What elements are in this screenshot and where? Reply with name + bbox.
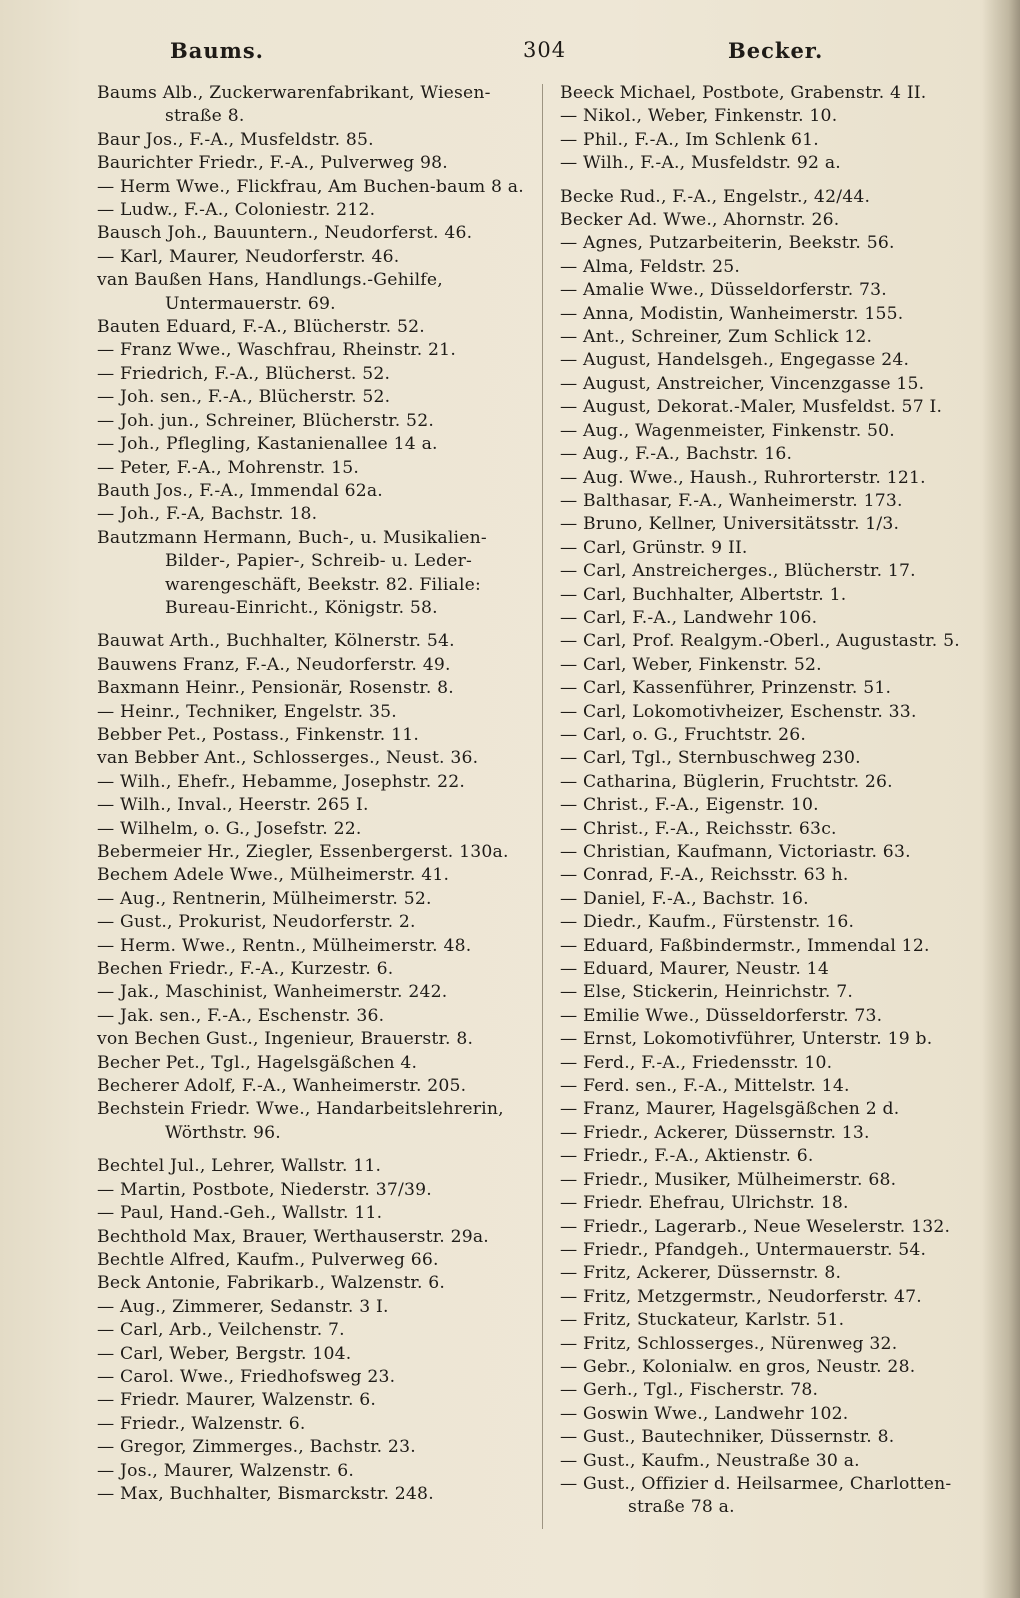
directory-entry: — Eduard, Maurer, Neustr. 14	[560, 959, 829, 980]
directory-entry: — Bruno, Kellner, Universitätsstr. 1/3.	[560, 514, 900, 535]
directory-entry: — Jak., Maschinist, Wanheimerstr. 242.	[97, 982, 448, 1003]
directory-entry: van Baußen Hans, Handlungs.-Gehilfe, Untermauerstr. 69.	[97, 270, 443, 314]
directory-entry: — Aug., Rentnerin, Mülheimerstr. 52.	[97, 888, 432, 909]
directory-entry: — Carl, Weber, Bergstr. 104.	[97, 1343, 352, 1364]
directory-entry: — Alma, Feldstr. 25.	[560, 256, 741, 277]
directory-entry: — Heinr., Techniker, Engelstr. 35.	[97, 701, 397, 722]
directory-entry: — Friedr., F.-A., Aktienstr. 6.	[560, 1146, 814, 1167]
directory-entry: — Friedr., Pfandgeh., Untermauerstr. 54.	[560, 1239, 927, 1260]
directory-entry: — Herm Wwe., Flickfrau, Am Buchen-baum 8 a.	[97, 176, 524, 197]
directory-entry: Becherer Adolf, F.-A., Wanheimerstr. 205.	[97, 1076, 467, 1097]
directory-entry: Bebber Pet., Postass., Finkenstr. 11.	[97, 724, 420, 745]
directory-entry: — Paul, Hand.-Geh., Wallstr. 11.	[97, 1203, 383, 1224]
directory-entry: Bechtle Alfred, Kaufm., Pulverweg 66.	[97, 1249, 439, 1270]
page-header	[98, 38, 824, 68]
directory-entry: Baums Alb., Zuckerwarenfabrikant, Wiesen-straße 8.	[97, 83, 491, 127]
directory-entry: — Jak. sen., F.-A., Eschenstr. 36.	[97, 1005, 385, 1026]
directory-entry: — Emilie Wwe., Düsseldorferstr. 73.	[560, 1005, 883, 1026]
header-left-keyword: Baums.	[170, 38, 264, 63]
directory-entry: — Wilh., Inval., Heerstr. 265 I.	[97, 795, 369, 816]
directory-entry: — Gregor, Zimmerges., Bachstr. 23.	[97, 1437, 416, 1458]
directory-entry: Bechstein Friedr. Wwe., Handarbeitslehrerin, Wörthstr. 96.	[97, 1099, 504, 1143]
directory-entry: — Fritz, Ackerer, Düssernstr. 8.	[560, 1263, 842, 1284]
directory-entry: Bechthold Max, Brauer, Werthauserstr. 29a.	[97, 1226, 489, 1247]
directory-entry: — Ferd., F.-A., Friedensstr. 10.	[560, 1052, 833, 1073]
directory-entry: Bauth Jos., F.-A., Immendal 62a.	[97, 480, 383, 501]
directory-entry: — Ant., Schreiner, Zum Schlick 12.	[560, 327, 873, 348]
column-divider	[542, 84, 543, 1529]
directory-entry: van Bebber Ant., Schlosserges., Neust. 36.	[97, 748, 479, 769]
directory-entry: Beeck Michael, Postbote, Grabenstr. 4 II.	[560, 83, 927, 103]
directory-entry: — Christ., F.-A., Reichsstr. 63c.	[560, 818, 837, 839]
directory-entry: — Carl, Lokomotivheizer, Eschenstr. 33.	[560, 701, 917, 722]
directory-entry: — August, Dekorat.-Maler, Musfeldst. 57 I.	[560, 397, 943, 418]
directory-entry: — Gust., Bautechniker, Düssernstr. 8.	[560, 1427, 895, 1448]
directory-entry: Bauwens Franz, F.-A., Neudorferstr. 49.	[97, 654, 451, 675]
directory-entry: — Carl, Tgl., Sternbuschweg 230.	[560, 748, 861, 769]
directory-entry: — Catharina, Büglerin, Fruchtstr. 26.	[560, 771, 893, 792]
directory-entry: Becke Rud., F.-A., Engelstr., 42/44.	[560, 186, 871, 207]
directory-entry: — Gust., Offizier d. Heilsarmee, Charlotten-straße 78 a.	[560, 1473, 952, 1518]
directory-entry: — Else, Stickerin, Heinrichstr. 7.	[560, 982, 854, 1003]
directory-entry: — Wilhelm, o. G., Josefstr. 22.	[97, 818, 362, 839]
directory-entry: — Carl, Buchhalter, Albertstr. 1.	[560, 584, 847, 605]
directory-entry: — Conrad, F.-A., Reichsstr. 63 h.	[560, 865, 849, 886]
directory-entry: Bausch Joh., Bauuntern., Neudorferst. 46.	[97, 223, 473, 244]
directory-entry: — Eduard, Faßbindermstr., Immendal 12.	[560, 935, 930, 956]
directory-entry: — Friedr., Walzenstr. 6.	[97, 1413, 306, 1434]
directory-entry: — Martin, Postbote, Niederstr. 37/39.	[97, 1179, 432, 1200]
book-spine-shadow	[982, 0, 1020, 1598]
directory-entry: Becher Pet., Tgl., Hagelsgäßchen 4.	[97, 1052, 418, 1073]
directory-entry: — Joh. sen., F.-A., Blücherstr. 52.	[97, 387, 391, 408]
entry-gap	[97, 1145, 527, 1155]
directory-entry: — Fritz, Schlosserges., Nürenweg 32.	[560, 1333, 898, 1354]
directory-entry: — Max, Buchhalter, Bismarckstr. 248.	[97, 1483, 434, 1504]
directory-entry: — Wilh., F.-A., Musfeldstr. 92 a.	[560, 153, 841, 174]
directory-entry: — Balthasar, F.-A., Wanheimerstr. 173.	[560, 490, 903, 511]
right-column	[560, 82, 985, 1520]
directory-entry: — Ludw., F.-A., Coloniestr. 212.	[97, 200, 376, 221]
directory-entry: — Friedr., Ackerer, Düssernstr. 13.	[560, 1122, 870, 1143]
directory-entry: — Jos., Maurer, Walzenstr. 6.	[97, 1460, 355, 1481]
directory-entry: — Joh., F.-A, Bachstr. 18.	[97, 504, 318, 525]
directory-entry: von Bechen Gust., Ingenieur, Brauerstr. 8.	[97, 1029, 474, 1050]
directory-entry: — Friedrich, F.-A., Blücherst. 52.	[97, 363, 391, 384]
directory-entry: Baur Jos., F.-A., Musfeldstr. 85.	[97, 129, 374, 150]
directory-entry: Beck Antonie, Fabrikarb., Walzenstr. 6.	[97, 1273, 446, 1294]
directory-entry: — Friedr., Lagerarb., Neue Weselerstr. 132.	[560, 1216, 951, 1237]
page-number: 304	[523, 38, 567, 62]
directory-entry: — Aug., Zimmerer, Sedanstr. 3 I.	[97, 1296, 389, 1317]
directory-entry: Bechtel Jul., Lehrer, Wallstr. 11.	[97, 1156, 382, 1177]
directory-entry: — Gust., Kaufm., Neustraße 30 a.	[560, 1450, 860, 1471]
directory-entry: — Joh., Pflegling, Kastanienallee 14 a.	[97, 434, 438, 455]
directory-entry: — Nikol., Weber, Finkenstr. 10.	[560, 106, 838, 127]
directory-entry: — Ferd. sen., F.-A., Mittelstr. 14.	[560, 1076, 850, 1097]
directory-entry: — Friedr. Ehefrau, Ulrichstr. 18.	[560, 1193, 849, 1214]
left-column	[97, 82, 527, 1506]
directory-entry: — Carl, Kassenführer, Prinzenstr. 51.	[560, 678, 892, 699]
directory-entry: — Carl, Prof. Realgym.-Oberl., Augustastr. 5.	[560, 631, 960, 652]
directory-entry: — Joh. jun., Schreiner, Blücherstr. 52.	[97, 410, 434, 431]
directory-entry: — Carl, F.-A., Landwehr 106.	[560, 607, 818, 628]
directory-entry: Bechem Adele Wwe., Mülheimerstr. 41.	[97, 865, 450, 886]
entry-gap	[97, 620, 527, 630]
directory-entry: — Fritz, Stuckateur, Karlstr. 51.	[560, 1310, 845, 1331]
entry-gap	[560, 176, 985, 186]
directory-entry: — Christ., F.-A., Eigenstr. 10.	[560, 795, 819, 816]
directory-entry: — Franz Wwe., Waschfrau, Rheinstr. 21.	[97, 340, 456, 361]
directory-entry: — Ernst, Lokomotivführer, Unterstr. 19 b.	[560, 1029, 933, 1050]
directory-entry: — Peter, F.-A., Mohrenstr. 15.	[97, 457, 360, 478]
directory-entry: — Agnes, Putzarbeiterin, Beekstr. 56.	[560, 233, 895, 254]
directory-entry: — August, Handelsgeh., Engegasse 24.	[560, 350, 910, 371]
directory-entry: Bechen Friedr., F.-A., Kurzestr. 6.	[97, 959, 394, 980]
directory-entry: Becker Ad. Wwe., Ahornstr. 26.	[560, 210, 840, 231]
directory-entry: — Carl, Weber, Finkenstr. 52.	[560, 654, 822, 675]
directory-entry: — Friedr. Maurer, Walzenstr. 6.	[97, 1390, 377, 1411]
directory-entry: Baurichter Friedr., F.-A., Pulverweg 98.	[97, 153, 448, 174]
directory-entry: — Carl, o. G., Fruchtstr. 26.	[560, 724, 807, 745]
directory-entry: — Daniel, F.-A., Bachstr. 16.	[560, 888, 809, 909]
directory-entry: — Goswin Wwe., Landwehr 102.	[560, 1403, 849, 1424]
directory-entry: Bauten Eduard, F.-A., Blücherstr. 52.	[97, 317, 425, 338]
directory-entry: — Carl, Grünstr. 9 II.	[560, 537, 748, 558]
directory-entry: — Anna, Modistin, Wanheimerstr. 155.	[560, 303, 904, 324]
directory-entry: Baxmann Heinr., Pensionär, Rosenstr. 8.	[97, 678, 454, 699]
directory-entry: — Gust., Prokurist, Neudorferstr. 2.	[97, 912, 416, 933]
directory-entry: Bauwat Arth., Buchhalter, Kölnerstr. 54.	[97, 631, 455, 652]
directory-entry: Bebermeier Hr., Ziegler, Essenbergerst. 130a.	[97, 842, 509, 862]
directory-entry: — Carol. Wwe., Friedhofsweg 23.	[97, 1366, 396, 1387]
directory-entry: — August, Anstreicher, Vincenzgasse 15.	[560, 373, 925, 394]
directory-entry: Bautzmann Hermann, Buch-, u. Musikalien-Bilder-, Papier-, Schreib- u. Leder-warengeschäft, Beekstr. 82. Filiale: Bureau-Einricht., Königstr. 58.	[97, 527, 487, 618]
directory-entry: — Herm. Wwe., Rentn., Mülheimerstr. 48.	[97, 935, 472, 956]
directory-entry: — Franz, Maurer, Hagelsgäßchen 2 d.	[560, 1099, 900, 1120]
directory-entry: — Carl, Anstreicherges., Blücherstr. 17.	[560, 561, 916, 582]
directory-entry: — Gerh., Tgl., Fischerstr. 78.	[560, 1380, 819, 1401]
directory-entry: — Aug. Wwe., Haush., Ruhrorterstr. 121.	[560, 467, 926, 488]
directory-entry: — Wilh., Ehefr., Hebamme, Josephstr. 22.	[97, 771, 466, 792]
directory-entry: — Carl, Arb., Veilchenstr. 7.	[97, 1320, 345, 1341]
directory-entry: — Aug., Wagenmeister, Finkenstr. 50.	[560, 420, 895, 441]
directory-entry: — Fritz, Metzgermstr., Neudorferstr. 47.	[560, 1286, 922, 1307]
directory-entry: — Amalie Wwe., Düsseldorferstr. 73.	[560, 280, 887, 301]
directory-entry: — Phil., F.-A., Im Schlenk 61.	[560, 129, 819, 150]
directory-entry: — Christian, Kaufmann, Victoriastr. 63.	[560, 842, 911, 862]
header-right-keyword: Becker.	[728, 38, 824, 63]
directory-entry: — Diedr., Kaufm., Fürstenstr. 16.	[560, 912, 855, 933]
directory-entry: — Karl, Maurer, Neudorferstr. 46.	[97, 246, 400, 267]
directory-entry: — Aug., F.-A., Bachstr. 16.	[560, 444, 793, 465]
directory-entry: — Gebr., Kolonialw. en gros, Neustr. 28.	[560, 1356, 916, 1377]
directory-entry: — Friedr., Musiker, Mülheimerstr. 68.	[560, 1169, 897, 1190]
